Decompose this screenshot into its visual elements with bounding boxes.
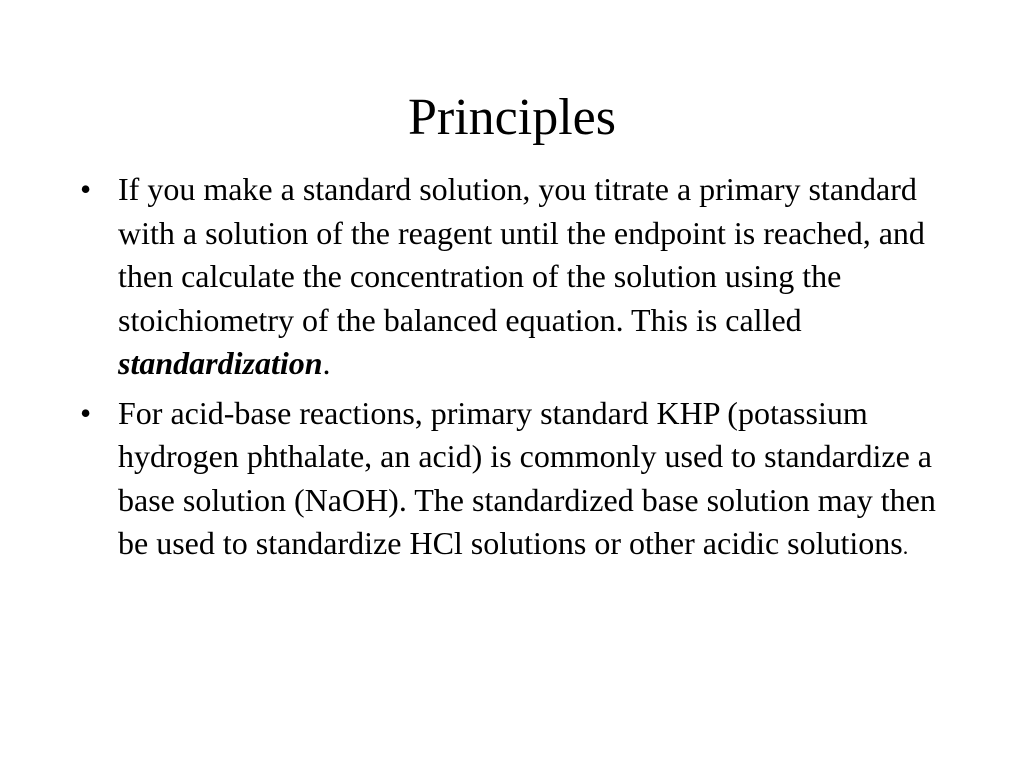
bullet-text-end: . bbox=[322, 345, 331, 381]
bullet-dot-icon: • bbox=[80, 171, 92, 207]
bullet-text bbox=[118, 168, 940, 386]
slide-title: Principles bbox=[408, 89, 616, 146]
bullet-item-khp bbox=[80, 392, 940, 569]
bullet-text-main: If you make a standard solution, you titrate a primary standard with a solution of the reagent until the endpoint is reached, and then calculate the concentration of the solution using the stoichiometry of the balanced equation. This is called bbox=[118, 171, 925, 338]
bullet-text-main: For acid-base reactions, primary standard KHP (potassium hydrogen phthalate, an acid) is commonly used to standardize a base solution (NaOH). The standardized base solution may then be used to standardize HCl solutions or other acidic solutions bbox=[118, 394, 936, 561]
bullet-text bbox=[118, 392, 940, 569]
emphasized-term: standardization bbox=[118, 345, 323, 381]
bullet-list bbox=[80, 168, 940, 575]
bullet-text-end: . bbox=[902, 534, 909, 559]
bullet-item-standardization bbox=[80, 168, 940, 386]
bullet-dot-icon: • bbox=[80, 394, 92, 431]
